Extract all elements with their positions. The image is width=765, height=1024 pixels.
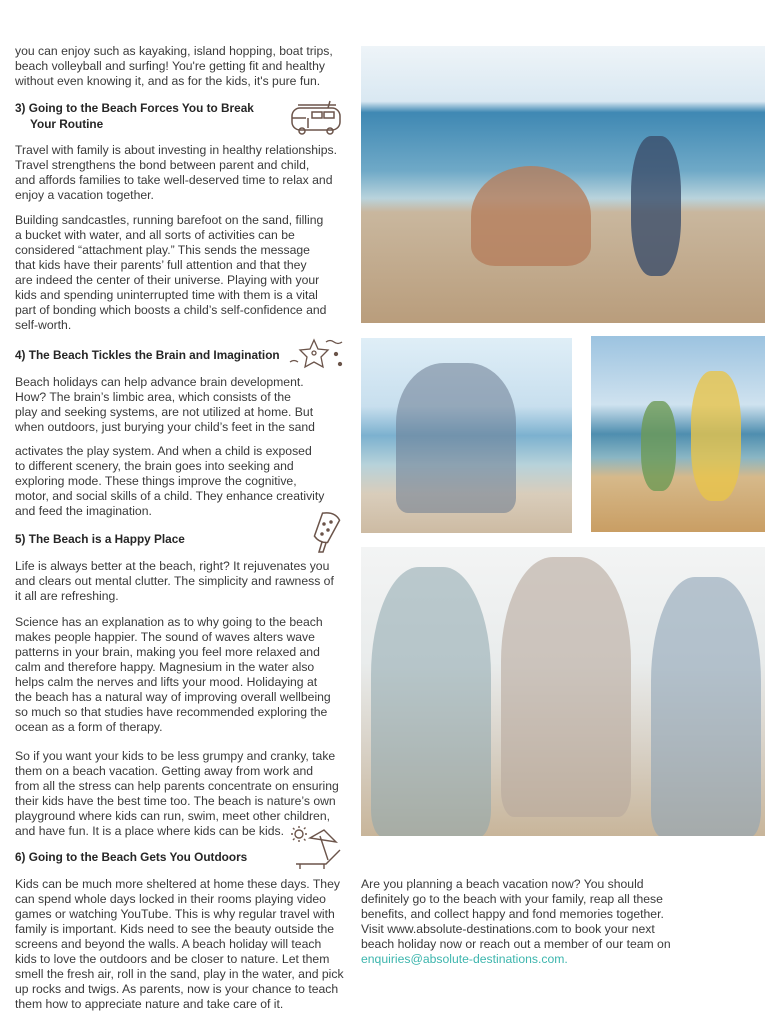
photo-family-running-on-beach bbox=[361, 547, 765, 836]
heading-section-5: 5) The Beach is a Happy Place bbox=[15, 532, 185, 546]
heading-section-3 bbox=[15, 101, 254, 132]
closing-text: Are you planning a beach vacation now? You should definitely go to the beach with your family, reap all these benefits, and collect happy and fond memories together. Visit www.absolute-destinations.com to book your next beach holiday now or reach out a member of our team on bbox=[361, 877, 671, 951]
campervan-icon bbox=[288, 98, 344, 138]
section-6-paragraph-1: Kids can be much more sheltered at home these days. They can spend whole days locked in their rooms playing video games or watching YouTube. This is why regular travel with family is important. Kids need to see the beauty outside the screens and beyond the walls. A beach holiday will teach kids to love the outdoors and be closer to nature. Let them smell the fresh air, roll in the sand, play in the water, and pick up rocks and twigs. As parents, now is your chance to teach them how to appreciate nature and take care of it. bbox=[15, 877, 344, 1011]
heading-section-6: 6) Going to the Beach Gets You Outdoors bbox=[15, 850, 248, 864]
section-4-paragraph-1: Beach holidays can help advance brain development. How? The brain’s limbic area, which consists of the play and seeking systems, are not utilized at home. But when outdoors, just burying your child’s feet in the sand bbox=[15, 375, 315, 434]
enquiries-email-link[interactable]: enquiries@absolute-destinations.com. bbox=[361, 952, 568, 966]
section-5-paragraph-1: Life is always better at the beach, right? It rejuvenates you and clears out mental clutter. The simplicity and rawness of it all are refreshing. bbox=[15, 559, 334, 603]
beach-umbrella-icon bbox=[290, 824, 344, 872]
section-5-paragraph-2: Science has an explanation as to why going to the beach makes people happier. The sound of waves alters wave patterns in your brain, making you feel more relaxed and calm and therefore happy. Magnesium in the water also helps calm the nerves and lifts your mood. Holidaying at the beach has a natural way of improving overall wellbeing so much so that studies have recommended exploring the ocean as a form of therapy. bbox=[15, 615, 331, 734]
section-5-paragraph-3: So if you want your kids to be less grumpy and cranky, take them on a beach vacation. Getting away from work and from all the stress can help parents concentrate on ensuring their kids have the best time too. The beach is nature’s own playground where kids can run, swim, meet other children, and have fun. It is a place where kids can be kids. bbox=[15, 749, 339, 838]
photo-family-selfie bbox=[361, 338, 572, 533]
heading-text-cont: Your Routine bbox=[30, 116, 104, 131]
intro-paragraph: you can enjoy such as kayaking, island hopping, boat trips, beach volleyball and surfing! You're getting fit and healthy without even knowing it, and as for the kids, it's pure fun. bbox=[15, 44, 333, 88]
heading-text: 3) Going to the Beach Forces You to Break bbox=[15, 101, 254, 115]
starfish-icon bbox=[288, 336, 344, 372]
section-3-paragraph-1: Travel with family is about investing in healthy relationships. Travel strengthens the bond between parent and child, and affords families to take well-deserved time to relax and enjoy a vacation together. bbox=[15, 143, 337, 202]
photo-kids-running-in-water bbox=[591, 336, 765, 532]
section-4-paragraph-2: activates the play system. And when a child is exposed to different scenery, the brain goes into seeking and exploring mode. These things improve the cognitive, motor, and social skills of a child. They enhance creativity and feed the imagination. bbox=[15, 444, 325, 518]
popsicle-icon bbox=[308, 510, 344, 554]
section-3-paragraph-2: Building sandcastles, running barefoot on the sand, filling a bucket with water, and all sorts of activities can be considered “attachment play.” This sends the message that kids have their parents’ full attention and that they are indeed the center of their universe. Playing with your kids and spending uninterrupted time with them is a vital part of bonding which boosts a child’s self-confidence and self-worth. bbox=[15, 213, 327, 332]
closing-paragraph bbox=[361, 877, 761, 967]
heading-section-4: 4) The Beach Tickles the Brain and Imagination bbox=[15, 348, 280, 362]
photo-family-building-sandcastle bbox=[361, 46, 765, 323]
